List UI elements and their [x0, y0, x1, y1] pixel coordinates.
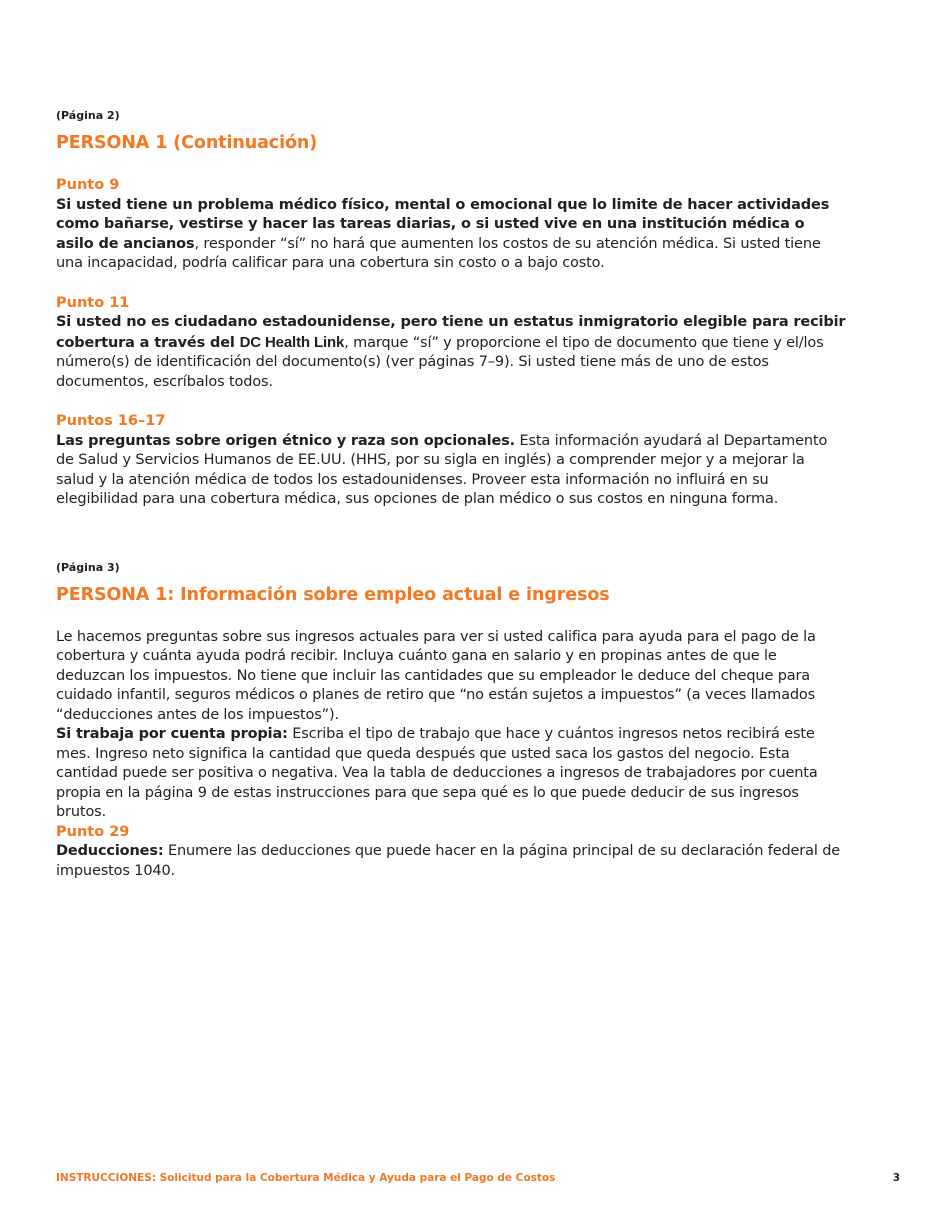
section-title: PERSONA 1: Información sobre empleo actual e ingresos [56, 584, 610, 605]
item-plain-text: , responder “sí” no hará que aumenten los costos de su atención médica. Si usted tiene una incapacidad, podría calificar para una cobertura sin costo o a bajo costo. [56, 235, 821, 271]
item-plain-text: , marque “sí” y proporcione el tipo de documento que tiene y el/los número(s) de identificación del documento(s) (ver páginas 7–9). Si usted tiene más de uno de estos documentos, escríbalos todos. [56, 334, 824, 390]
item-plain-text: Enumere las deducciones que puede hacer en la página principal de su declaración federal de impuestos 1040. [56, 843, 841, 879]
item-punto-9 [56, 176, 846, 274]
item-bold-text: Si usted no es ciudadano estadounidense, pero tiene un estatus inmigratorio elegible para recibir cobertura a través del [56, 314, 846, 351]
item-heading: Punto 11 [56, 294, 130, 311]
item-text [56, 196, 846, 274]
self-employed-text: Escriba el tipo de trabajo que hace y cuántos ingresos netos recibirá este mes. Ingreso neto significa la cantidad que queda después que usted saca los gastos del negocio. Esta cantidad puede ser positiva o negativa. Vea la tabla de deducciones a ingresos de trabajadores por cuenta propia en la página 9 de estas instrucciones para que sepa qué es lo que puede deducir de sus ingresos brutos. [56, 726, 818, 820]
item-punto-11 [56, 294, 846, 393]
page-label: (Página 2) [56, 109, 120, 122]
item-text [56, 432, 846, 510]
item-heading: Punto 29 [56, 823, 130, 840]
item-text [56, 842, 846, 881]
self-employed-paragraph [56, 725, 846, 823]
footer-title: INSTRUCCIONES: Solicitud para la Cobertura Médica y Ayuda para el Pago de Costos [56, 1172, 556, 1184]
item-bold-text: Si usted tiene un problema médico físico, mental o emocional que lo limite de hacer actividades como bañarse, vestirse y hacer las tareas diarias, o si usted vive en una institución médica o asilo de ancianos [56, 196, 830, 252]
section-page-2 [56, 108, 846, 510]
item-heading: Punto 9 [56, 177, 120, 193]
section-title: PERSONA 1 (Continuación) [56, 133, 318, 153]
item-bold-text: Deducciones: [56, 843, 164, 859]
document-body [56, 108, 846, 901]
item-text [56, 313, 846, 392]
intro-paragraph: Le hacemos preguntas sobre sus ingresos actuales para ver si usted califica para ayuda para el pago de la cobertura y cuánta ayuda podrá recibir. Incluya cuánto gana en salario y en propinas antes de que le deduzcan los impuestos. No tiene que incluir las cantidades que su empleador le deduce del cheque para cuidado infantil, seguros médicos o planes de retiro que “no están sujetos a impuestos” (a veces llamados “deducciones antes de los impuestos”). [56, 628, 816, 723]
item-puntos-16-17 [56, 412, 846, 510]
section-spacer [56, 530, 846, 560]
item-bold-text: Las preguntas sobre origen étnico y raza son opcionales. [56, 432, 516, 449]
self-employed-bold: Si trabaja por cuenta propia: [56, 726, 288, 742]
brand-name: DC Health Link [239, 333, 345, 351]
item-heading: Puntos 16–17 [56, 413, 166, 429]
section-page-3 [56, 560, 846, 882]
page-number: 3 [892, 1172, 900, 1184]
item-punto-29 [56, 823, 846, 882]
page-footer [56, 1172, 900, 1188]
item-plain-text: Esta información ayudará al Departamento de Salud y Servicios Humanos de EE.UU. (HHS, por su sigla en inglés) a comprender mejor y a mejorar la salud y la atención médica de todos los estadounidenses. Proveer esta información no influirá en su elegibilidad para una cobertura médica, sus opciones de plan médico o sus costos en ninguna forma. [56, 432, 828, 507]
page-label: (Página 3) [56, 560, 120, 574]
